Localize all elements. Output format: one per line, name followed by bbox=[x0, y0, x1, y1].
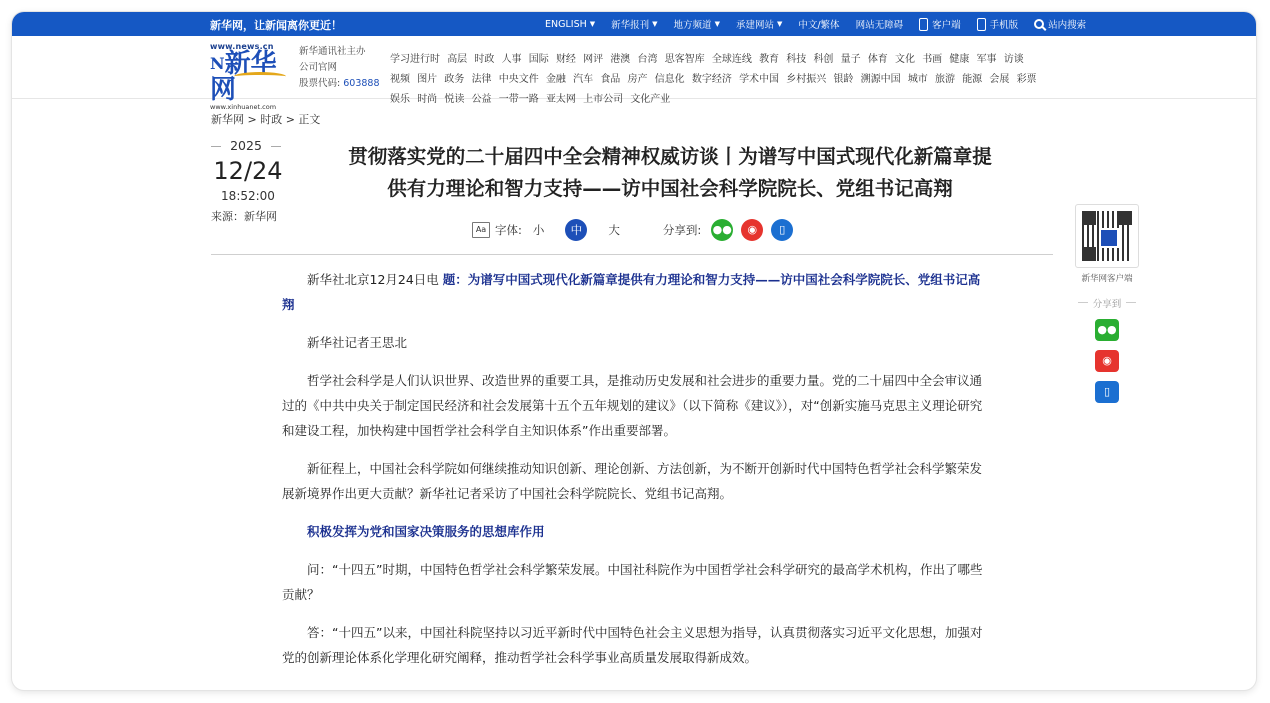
top-bar bbox=[12, 12, 1256, 36]
article-byline: 新华社记者王思北 bbox=[307, 335, 408, 350]
top-nav bbox=[545, 12, 1102, 36]
logo-sub-url: www.xinhuanet.com bbox=[210, 103, 277, 111]
stock-code[interactable]: 603888 bbox=[343, 78, 380, 89]
channel-link[interactable]: 书画 bbox=[922, 54, 943, 65]
logo-news-mark: N bbox=[210, 54, 225, 73]
chevron-down-icon: ▼ bbox=[776, 20, 783, 28]
channel-link[interactable]: 科技 bbox=[786, 54, 807, 65]
stock-label: 股票代码: bbox=[299, 78, 341, 89]
rail-share-mobile-button[interactable] bbox=[1095, 381, 1119, 403]
publish-month-day: 12/24 bbox=[213, 157, 283, 185]
article-subhead: 积极发挥为党和国家决策服务的思想库作用 bbox=[307, 524, 545, 539]
article-question: 问：“十四五”时期，中国特色哲学社会科学繁荣发展。中国社科院作为中国哲学社会科学研究的最高学术机构，作出了哪些贡献？ bbox=[282, 562, 983, 602]
channel-link[interactable]: 健康 bbox=[949, 54, 970, 65]
channel-link[interactable]: 数字经济 bbox=[691, 74, 732, 85]
font-medium-button[interactable]: 中 bbox=[565, 219, 587, 241]
article-lede bbox=[282, 267, 986, 317]
nav-hosted-label: 承建网站 bbox=[735, 20, 774, 31]
channel-link[interactable]: 量子 bbox=[840, 54, 861, 65]
channel-link[interactable]: 娱乐 bbox=[390, 94, 410, 105]
browser-page bbox=[12, 12, 1256, 690]
nav-lang-label: 中文/繁体 bbox=[798, 20, 840, 31]
corp-line1: 新华通讯社主办 bbox=[299, 46, 366, 57]
channel-nav bbox=[390, 50, 1054, 110]
channel-link[interactable]: 体育 bbox=[867, 54, 888, 65]
channel-link[interactable]: 能源 bbox=[962, 74, 983, 85]
share-wechat-button[interactable] bbox=[711, 219, 733, 241]
channel-link[interactable]: 金融 bbox=[545, 74, 566, 85]
nav-papers-label: 新华报刊 bbox=[611, 20, 650, 31]
channel-link[interactable]: 一带一路 bbox=[498, 94, 539, 105]
channel-link[interactable]: 政务 bbox=[444, 74, 465, 85]
title-divider bbox=[211, 254, 1053, 255]
channel-link[interactable]: 财经 bbox=[555, 54, 576, 65]
nav-english-label: ENGLISH bbox=[545, 18, 587, 30]
channel-link[interactable]: 视频 bbox=[390, 74, 410, 85]
app-qr-code[interactable] bbox=[1075, 204, 1139, 268]
article-source: 来源：新华网 bbox=[211, 210, 277, 223]
breadcrumb[interactable]: 新华网 > 时政 > 正文 bbox=[211, 113, 321, 126]
stock-line bbox=[299, 76, 380, 92]
logo-text: 新华网 bbox=[210, 49, 277, 105]
channel-link[interactable]: 教育 bbox=[759, 54, 780, 65]
channel-link[interactable]: 人事 bbox=[501, 54, 522, 65]
channel-link[interactable]: 亚太网 bbox=[545, 94, 576, 105]
channel-link[interactable]: 文化产业 bbox=[630, 94, 671, 105]
mobile-icon: ▯ bbox=[779, 223, 786, 236]
publish-time: 18:52:00 bbox=[221, 189, 275, 203]
search-icon bbox=[1034, 19, 1044, 29]
channel-link[interactable]: 时政 bbox=[474, 54, 495, 65]
wechat-icon: ●● bbox=[712, 223, 732, 236]
publish-date bbox=[211, 138, 301, 224]
nav-xinhua-papers[interactable] bbox=[611, 17, 657, 31]
lede-headline: 题：为谱写中国式现代化新篇章提供有力理论和智力支持——访中国社会科学院院长、党组书记高翔 bbox=[282, 272, 981, 312]
channel-link[interactable]: 全球连线 bbox=[711, 54, 752, 65]
title-line-2: 供有力理论和智力支持——访中国社会科学院院长、党组书记高翔 bbox=[387, 177, 953, 200]
nav-accessibility-label: 网站无障碍 bbox=[855, 20, 904, 31]
nav-hosted-sites[interactable] bbox=[736, 17, 782, 31]
qr-logo bbox=[1099, 228, 1119, 248]
publish-year: 2025 bbox=[211, 138, 281, 153]
nav-english[interactable] bbox=[545, 19, 595, 30]
corp-line2: 公司官网 bbox=[299, 62, 338, 73]
nav-mobile-label: 手机版 bbox=[989, 20, 1019, 31]
channel-link[interactable]: 彩票 bbox=[1016, 74, 1037, 85]
chevron-down-icon: ▼ bbox=[714, 20, 720, 28]
channel-link[interactable]: 溯源中国 bbox=[860, 74, 901, 85]
channel-link[interactable]: 学术中国 bbox=[739, 74, 780, 85]
font-small-button[interactable]: 小 bbox=[532, 223, 545, 237]
channel-link[interactable]: 港澳 bbox=[610, 54, 631, 65]
channel-link[interactable]: 文化 bbox=[895, 54, 915, 65]
channel-link[interactable]: 网评 bbox=[583, 54, 604, 65]
nav-accessibility[interactable] bbox=[856, 17, 904, 31]
channel-link[interactable]: 访谈 bbox=[1003, 54, 1024, 65]
nav-search-label: 站内搜索 bbox=[1048, 20, 1087, 31]
article-title bbox=[312, 141, 1028, 205]
channel-link[interactable]: 旅游 bbox=[935, 74, 955, 85]
share-mobile-button[interactable] bbox=[771, 219, 793, 241]
corp-info bbox=[299, 44, 380, 92]
channel-link[interactable]: 法律 bbox=[471, 74, 492, 85]
share-weibo-button[interactable] bbox=[741, 219, 763, 241]
channel-link[interactable]: 食品 bbox=[600, 74, 621, 85]
nav-client-app[interactable] bbox=[919, 17, 961, 31]
xinhua-logo[interactable] bbox=[210, 42, 290, 111]
channel-link[interactable]: 上市公司 bbox=[583, 94, 624, 105]
nav-site-search[interactable] bbox=[1034, 17, 1086, 31]
channel-link[interactable]: 时尚 bbox=[417, 94, 438, 105]
font-label: 字体: bbox=[495, 223, 522, 237]
channel-link[interactable]: 台湾 bbox=[637, 54, 658, 65]
channel-link[interactable]: 学习进行时 bbox=[390, 54, 440, 65]
lede-dateline: 新华社北京12月24日电 bbox=[307, 272, 443, 287]
rail-share-wechat-button[interactable] bbox=[1095, 319, 1119, 341]
channel-link[interactable]: 科创 bbox=[813, 54, 834, 65]
rail-share-weibo-button[interactable] bbox=[1095, 350, 1119, 372]
channel-link[interactable]: 汽车 bbox=[573, 74, 594, 85]
mobile-icon: ▯ bbox=[1103, 385, 1111, 398]
rail-share-label: 分享到 bbox=[1074, 296, 1140, 310]
logo-swoosh bbox=[234, 72, 286, 81]
phone-icon bbox=[919, 18, 928, 31]
title-line-1: 贯彻落实党的二十届四中全会精神权威访谈丨为谱写中国式现代化新篇章提 bbox=[348, 145, 992, 168]
nav-local-label: 地方频道 bbox=[673, 20, 712, 31]
channel-link[interactable]: 高层 bbox=[447, 54, 468, 65]
phone-icon bbox=[977, 18, 986, 31]
channel-link[interactable]: 乡村振兴 bbox=[786, 74, 827, 85]
article-body bbox=[282, 267, 986, 683]
qr-caption: 新华网客户端 bbox=[1081, 274, 1133, 284]
article-paragraph: 哲学社会科学是人们认识世界、改造世界的重要工具，是推动历史发展和社会进步的重要力量。党的二十届四中全会审议通过的《中共中央关于制定国民经济和社会发展第十五个五年规划的建议》（以下简称《建议》），对“创新实施马克思主义理论研究和建设工程，加快构建中国哲学社会科学自主知识体系”作出重要部署。 bbox=[282, 373, 983, 438]
logo-url: www.news.cn bbox=[210, 42, 274, 51]
channel-link[interactable]: 中央文件 bbox=[498, 74, 539, 85]
chevron-down-icon: ▼ bbox=[589, 20, 596, 28]
channel-link[interactable]: 银龄 bbox=[833, 74, 854, 85]
channel-link[interactable]: 会展 bbox=[989, 74, 1010, 85]
nav-simplified-traditional[interactable] bbox=[798, 17, 839, 31]
channel-link[interactable]: 图片 bbox=[417, 74, 438, 85]
channel-link[interactable]: 城市 bbox=[907, 74, 928, 85]
article-answer: 答：“十四五”以来，中国社科院坚持以习近平新时代中国特色社会主义思想为指导，认真贯彻落实习近平文化思想，加强对党的创新理论体系化学理化研究阐释，推动哲学社会科学事业高质量发展取得新成效。 bbox=[282, 625, 983, 665]
font-size-icon: Aa bbox=[472, 222, 490, 238]
weibo-icon: ◉ bbox=[747, 223, 758, 236]
channel-link[interactable]: 国际 bbox=[528, 54, 549, 65]
font-large-button[interactable]: 大 bbox=[608, 223, 620, 237]
site-header bbox=[12, 36, 1256, 111]
nav-client-label: 客户端 bbox=[932, 20, 961, 31]
chevron-down-icon: ▼ bbox=[652, 20, 658, 28]
channel-link[interactable]: 信息化 bbox=[654, 74, 685, 85]
channel-link[interactable]: 公益 bbox=[471, 94, 492, 105]
site-slogan: 新华网，让新闻离你更近！ bbox=[210, 19, 342, 32]
share-label: 分享到: bbox=[662, 223, 702, 237]
article-tools bbox=[472, 218, 801, 242]
channel-link[interactable]: 房产 bbox=[627, 74, 648, 85]
channel-link[interactable]: 悦读 bbox=[444, 94, 465, 105]
right-rail bbox=[1074, 204, 1140, 403]
nav-local-channels[interactable] bbox=[674, 17, 720, 31]
channel-link[interactable]: 思客智库 bbox=[664, 54, 705, 65]
weibo-icon: ◉ bbox=[1102, 354, 1112, 367]
wechat-icon: ●● bbox=[1097, 323, 1117, 336]
channel-link[interactable]: 军事 bbox=[976, 54, 997, 65]
article-paragraph: 新征程上，中国社会科学院如何继续推动知识创新、理论创新、方法创新，为不断开创新时代中国特色哲学社会科学繁荣发展新境界作出更大贡献？新华社记者采访了中国社会科学院院长、党组书记高翔。 bbox=[282, 461, 983, 501]
nav-mobile[interactable] bbox=[977, 17, 1019, 31]
